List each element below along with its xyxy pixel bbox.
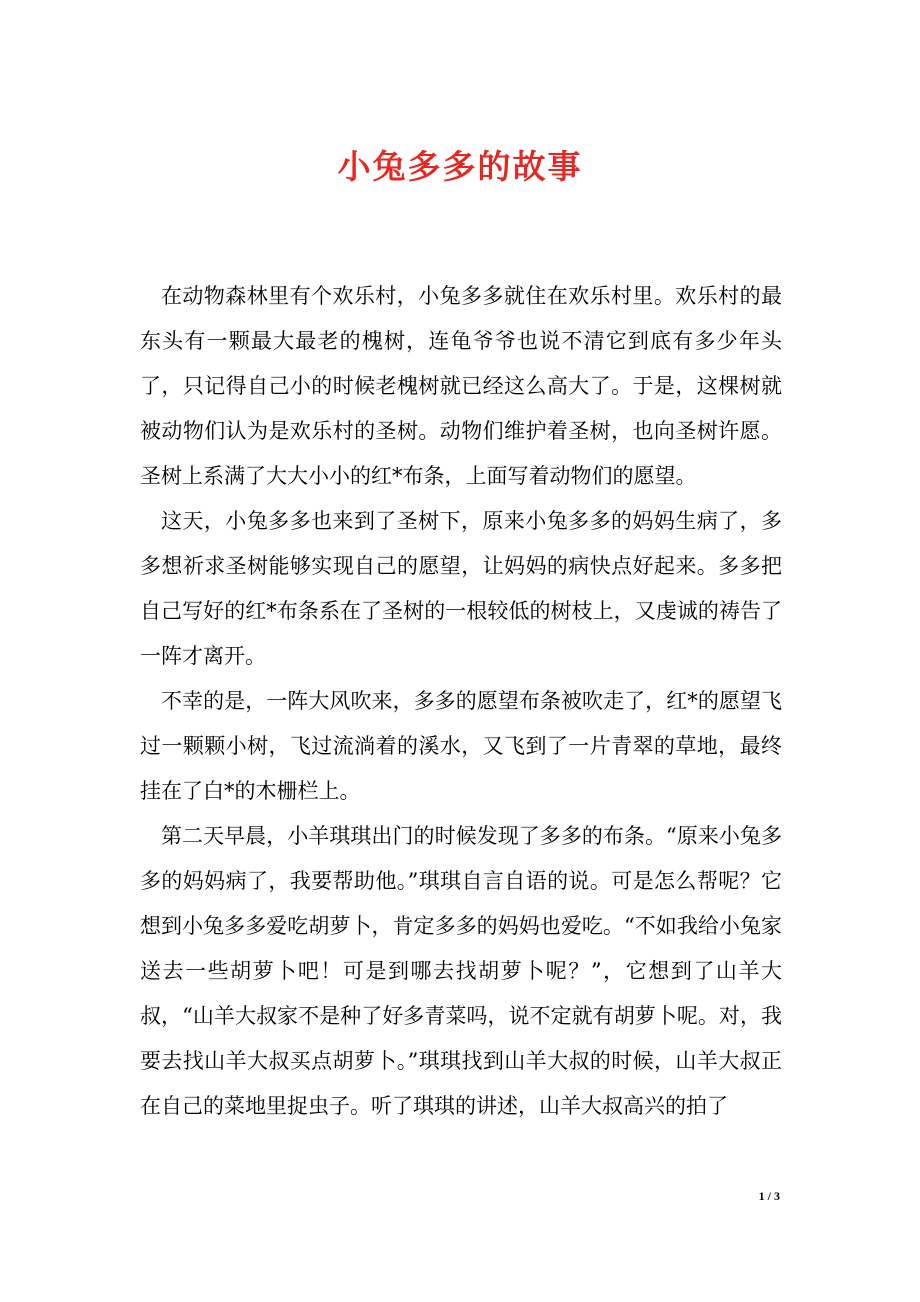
document-title: 小兔多多的故事: [337, 147, 583, 186]
document-body: [140, 274, 782, 1129]
paragraph: 在动物森林里有个欢乐村，小兔多多就住在欢乐村里。欢乐村的最东头有一颗最大最老的槐树，连龟爷爷也说不清它到底有多少年头了，只记得自己小的时候老槐树就已经这么高大了。于是，这棵树就被动物们认为是欢乐村的圣树。动物们维护着圣树，也向圣树许愿。圣树上系满了大大小小的红*布条，上面写着动物们的愿望。: [140, 284, 782, 488]
page-number: 1 / 3: [758, 1189, 780, 1203]
paragraph: 这天，小兔多多也来到了圣树下，原来小兔多多的妈妈生病了，多多想祈求圣树能够实现自己的愿望，让妈妈的病快点好起来。多多把自己写好的红*布条系在了圣树的一根较低的树枝上，又虔诚的祷告了一阵才离开。: [140, 509, 782, 668]
paragraph: 不幸的是，一阵大风吹来，多多的愿望布条被吹走了，红*的愿望飞过一颗颗小树，飞过流淌着的溪水，又飞到了一片青翠的草地，最终挂在了白*的木栅栏上。: [140, 689, 782, 803]
paragraph: 第二天早晨，小羊琪琪出门的时候发现了多多的布条。“原来小兔多多的妈妈病了，我要帮助他。”琪琪自言自语的说。可是怎么帮呢？它想到小兔多多爱吃胡萝卜，肯定多多的妈妈也爱吃。“不如我给小兔家送去一些胡萝卜吧！可是到哪去找胡萝卜呢？”，它想到了山羊大叔，“山羊大叔家不是种了好多青菜吗，说不定就有胡萝卜呢。对，我要去找山羊大叔买点胡萝卜。”琪琪找到山羊大叔的时候，山羊大叔正在自己的菜地里捉虫子。听了琪琪的讲述，山羊大叔高兴的拍了: [140, 824, 782, 1118]
